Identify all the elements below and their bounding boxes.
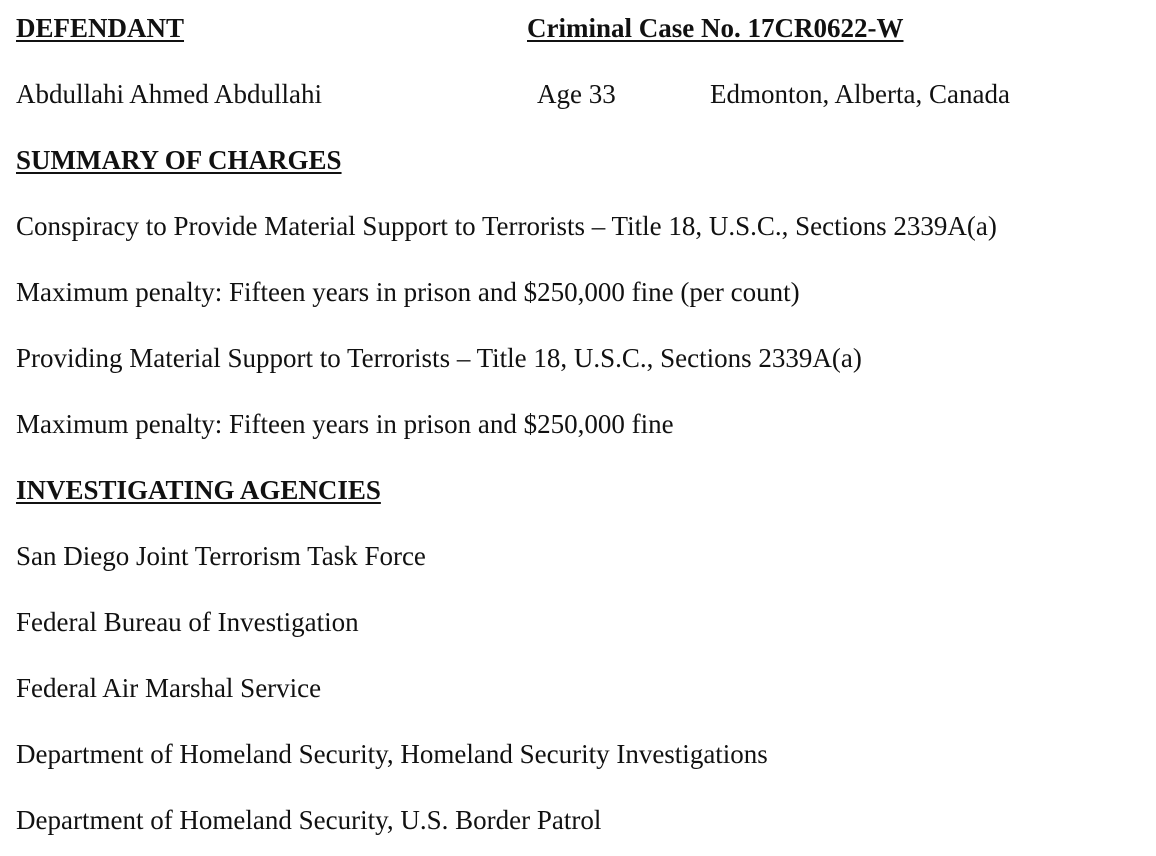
charge-item: Providing Material Support to Terrorists – Title 18, U.S.C., Sections 2339A(a) bbox=[16, 343, 862, 373]
case-number: Criminal Case No. 17CR0622-W bbox=[527, 13, 904, 43]
agency-item: Federal Air Marshal Service bbox=[16, 673, 322, 703]
agency-item: Federal Bureau of Investigation bbox=[16, 607, 359, 637]
charges-heading: SUMMARY OF CHARGES bbox=[16, 145, 342, 175]
agency-item: Department of Homeland Security, Homeland Security Investigations bbox=[16, 739, 768, 769]
defendant-heading: DEFENDANT bbox=[16, 13, 185, 43]
agency-item: Department of Homeland Security, U.S. Border Patrol bbox=[16, 805, 602, 835]
defendant-location: Edmonton, Alberta, Canada bbox=[710, 79, 1010, 109]
charge-penalty: Maximum penalty: Fifteen years in prison and $250,000 fine (per count) bbox=[16, 277, 800, 307]
defendant-name: Abdullahi Ahmed Abdullahi bbox=[16, 79, 322, 109]
agencies-heading: INVESTIGATING AGENCIES bbox=[16, 475, 381, 505]
defendant-age: Age 33 bbox=[537, 79, 616, 109]
charge-item: Conspiracy to Provide Material Support to Terrorists – Title 18, U.S.C., Sections 2339A(a) bbox=[16, 211, 997, 241]
charge-penalty: Maximum penalty: Fifteen years in prison and $250,000 fine bbox=[16, 409, 674, 439]
agency-item: San Diego Joint Terrorism Task Force bbox=[16, 541, 426, 571]
